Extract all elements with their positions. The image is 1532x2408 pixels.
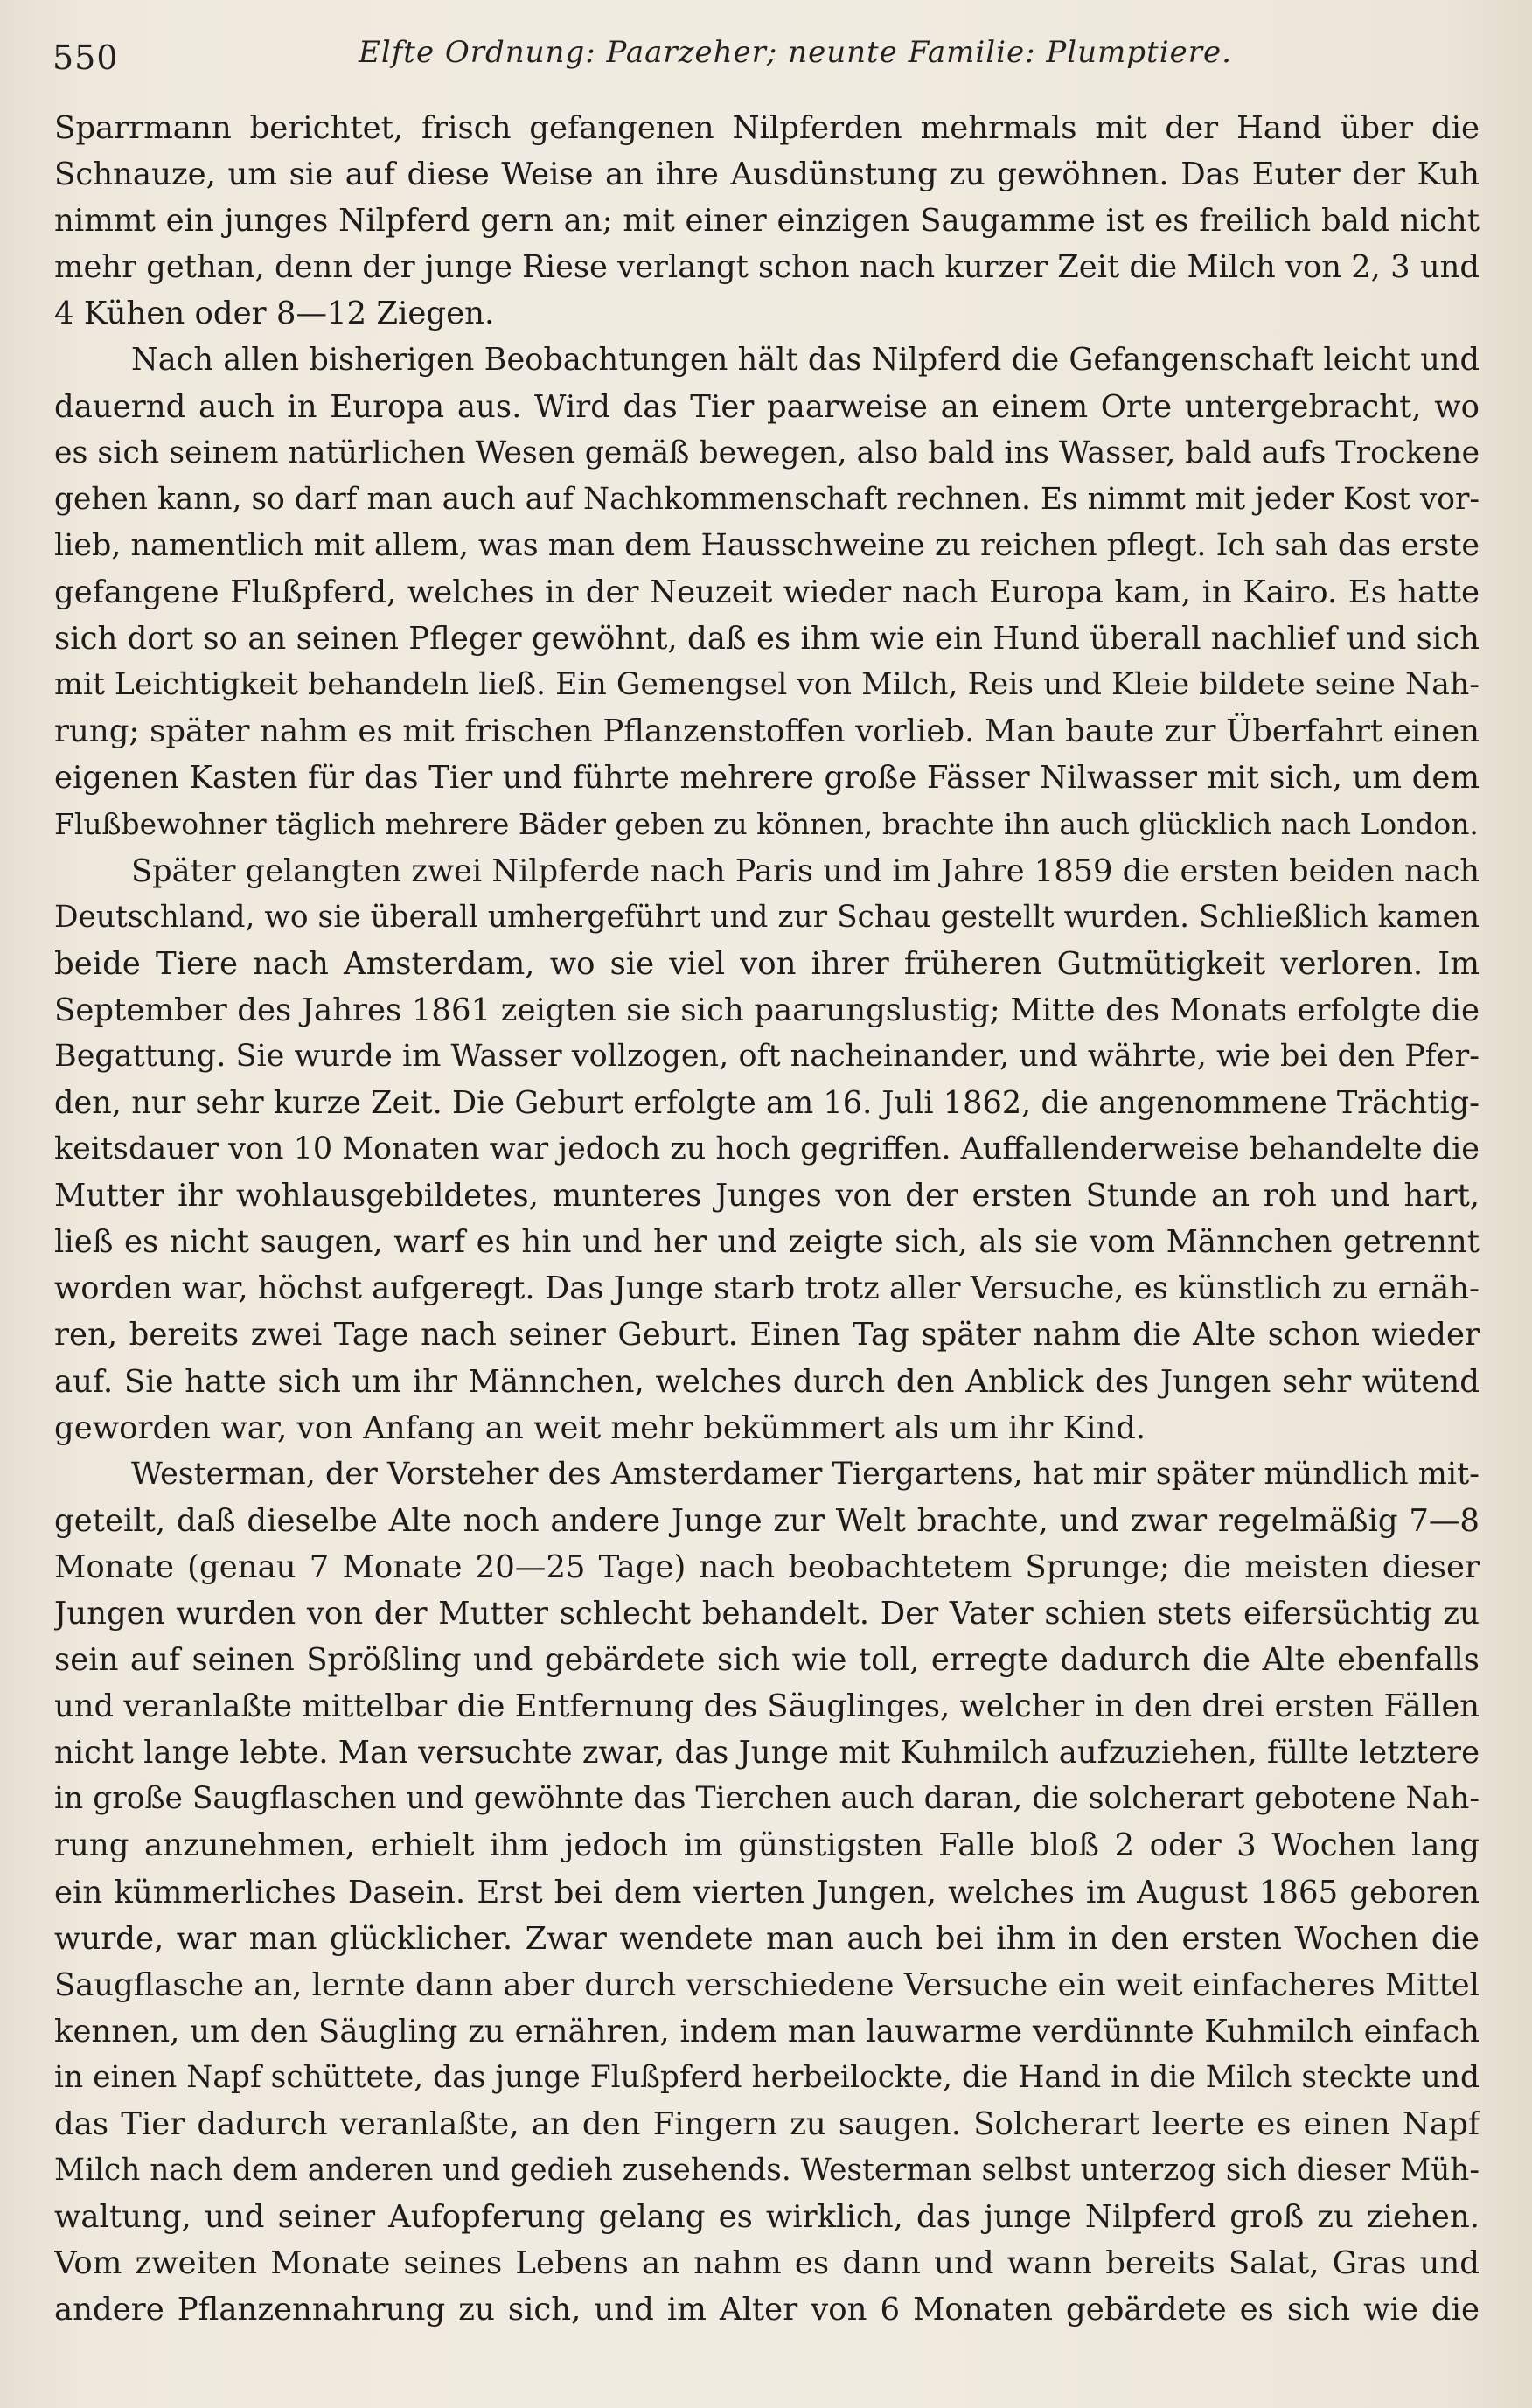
text-line: Deutschland, wo sie überall umhergeführt und zur Schau gestellt wurden. Schließlich kamen — [54, 899, 1480, 935]
page-number: 550 — [52, 38, 119, 77]
text-line: Vom zweiten Monate seines Lebens an nahm es dann und wann bereits Salat, Gras und — [54, 2245, 1480, 2282]
text-line: ein kümmerliches Dasein. Erst bei dem vierten Jungen, welches im August 1865 geboren — [54, 1874, 1480, 1910]
text-line: wurde, war man glücklicher. Zwar wendete man auch bei ihm in den ersten Wochen die — [54, 1920, 1480, 1957]
text-line: rung; später nahm es mit frischen Pflanzenstoffen vorlieb. Man baute zur Überfahrt einen — [54, 713, 1480, 750]
text-line: Monate (genau 7 Monate 20—25 Tage) nach beobachtetem Sprunge; die meisten dieser — [54, 1548, 1480, 1585]
text-line: sich dort so an seinen Pfleger gewöhnt, daß es ihm wie ein Hund überall nachlief und sich — [54, 621, 1480, 658]
paragraph-3 — [54, 848, 1480, 1451]
text-line: Milch nach dem anderen und gedieh zusehends. Westerman selbst unterzog sich dieser Müh- — [54, 2153, 1480, 2189]
body-text — [54, 105, 1480, 2334]
text-line: eigenen Kasten für das Tier und führte mehrere große Fässer Nilwasser mit sich, um dem — [54, 760, 1480, 797]
text-line: in einen Napf schüttete, das junge Flußpferd herbeilockte, die Hand in die Milch steckte und — [54, 2059, 1480, 2095]
paragraph-2 — [54, 337, 1480, 847]
page-header — [52, 31, 1487, 93]
text-line: geteilt, daß dieselbe Alte noch andere Junge zur Welt brachte, und zwar regelmäßig 7—8 — [54, 1502, 1480, 1539]
text-line: nimmt ein junges Nilpferd gern an; mit einer einzigen Saugamme ist es freilich bald nicht — [54, 203, 1480, 240]
text-line: lieb, namentlich mit allem, was man dem Hausschweine zu reichen pflegt. Ich sah das erste — [54, 527, 1480, 563]
text-line: in große Saugflaschen und gewöhnte das Tierchen auch daran, die solcherart gebotene Nah- — [54, 1781, 1480, 1817]
text-line: gehen kann, so darf man auch auf Nachkommenschaft rechnen. Es nimmt mit jeder Kost vor- — [54, 481, 1480, 517]
text-line: beide Tiere nach Amsterdam, wo sie viel von ihrer früheren Gutmütigkeit verloren. Im — [54, 945, 1480, 982]
text-line: andere Pflanzennahrung zu sich, und im Alter von 6 Monaten gebärdete es sich wie die — [54, 2292, 1480, 2328]
text-line: kennen, um den Säugling zu ernähren, indem man lauwarme verdünnte Kuhmilch einfach — [54, 2013, 1480, 2050]
text-line: keitsdauer von 10 Monaten war jedoch zu hoch gegriffen. Auffallenderweise behandelte die — [54, 1131, 1480, 1167]
running-head: Elfte Ordnung: Paarzeher; neunte Familie: Plumptiere. — [359, 35, 1232, 70]
text-line: Begattung. Sie wurde im Wasser vollzogen, oft nacheinander, und währte, wie bei den Pfer- — [54, 1038, 1480, 1074]
text-line: dauernd auch in Europa aus. Wird das Tier paarweise an einem Orte untergebracht, wo — [54, 388, 1480, 425]
text-line: und veranlaßte mittelbar die Entfernung des Säuglinges, welcher in den drei ersten Fällen — [54, 1688, 1480, 1725]
text-line: Jungen wurden von der Mutter schlecht behandelt. Der Vater schien stets eifersüchtig zu — [54, 1596, 1480, 1632]
text-line: geworden war, von Anfang an weit mehr bekümmert als um ihr Kind. — [54, 1409, 1146, 1446]
text-line: Westerman, der Vorsteher des Amsterdamer Tiergartens, hat mir später mündlich mit- — [131, 1456, 1480, 1492]
text-line: sein auf seinen Sprößling und gebärdete sich wie toll, erregte dadurch die Alte ebenfalls — [54, 1642, 1480, 1679]
text-line: ließ es nicht saugen, warf es hin und her und zeigte sich, als sie vom Männchen getrennt — [54, 1224, 1480, 1261]
text-line: Saugflasche an, lernte dann aber durch verschiedene Versuche ein weit einfacheres Mittel — [54, 1966, 1480, 2003]
text-line: rung anzunehmen, erhielt ihm jedoch im günstigsten Falle bloß 2 oder 3 Wochen lang — [54, 1827, 1480, 1864]
text-line: auf. Sie hatte sich um ihr Männchen, welches durch den Anblick des Jungen sehr wütend — [54, 1363, 1480, 1400]
text-line: September des Jahres 1861 zeigten sie sich paarungslustig; Mitte des Monats erfolgte die — [54, 992, 1480, 1028]
text-line: den, nur sehr kurze Zeit. Die Geburt erfolgte am 16. Juli 1862, die angenommene Trächtig- — [54, 1084, 1480, 1121]
text-line: Schnauze, um sie auf diese Weise an ihre Ausdünstung zu gewöhnen. Das Euter der Kuh — [54, 157, 1480, 193]
text-line: mehr gethan, denn der junge Riese verlangt schon nach kurzer Zeit die Milch von 2, 3 und — [54, 249, 1480, 286]
text-line: es sich seinem natürlichen Wesen gemäß bewegen, also bald ins Wasser, bald aufs Trockene — [54, 435, 1480, 470]
paragraph-1 — [54, 105, 1480, 337]
text-line: mit Leichtigkeit behandeln ließ. Ein Gemengsel von Milch, Reis und Kleie bildete seine Nah- — [54, 667, 1480, 703]
text-line: waltung, und seiner Aufopferung gelang es wirklich, das junge Nilpferd groß zu ziehen. — [54, 2199, 1480, 2236]
text-line: 4 Kühen oder 8—12 Ziegen. — [54, 296, 495, 332]
text-line: worden war, höchst aufgeregt. Das Junge starb trotz aller Versuche, es künstlich zu ernäh- — [54, 1270, 1480, 1307]
text-line: Später gelangten zwei Nilpferde nach Paris und im Jahre 1859 die ersten beiden nach — [131, 853, 1480, 889]
text-line: Nach allen bisherigen Beobachtungen hält das Nilpferd die Gefangenschaft leicht und — [131, 342, 1480, 379]
text-line: nicht lange lebte. Man versuchte zwar, das Junge mit Kuhmilch aufzuziehen, füllte letztere — [54, 1735, 1480, 1771]
text-line: das Tier dadurch veranlaßte, an den Fingern zu saugen. Solcherart leerte es einen Napf — [54, 2106, 1480, 2143]
text-line: gefangene Flußpferd, welches in der Neuzeit wieder nach Europa kam, in Kairo. Es hatte — [54, 574, 1480, 610]
text-line: Mutter ihr wohlausgebildetes, munteres Junges von der ersten Stunde an roh und hart, — [54, 1178, 1480, 1214]
paragraph-4 — [54, 1451, 1480, 2334]
text-line: ren, bereits zwei Tage nach seiner Geburt. Einen Tag später nahm die Alte schon wieder — [54, 1317, 1480, 1354]
text-line: Flußbewohner täglich mehrere Bäder geben zu können, brachte ihn auch glücklich nach London. — [54, 807, 1479, 842]
text-line: Sparrmann berichtet, frisch gefangenen Nilpferden mehrmals mit der Hand über die — [54, 110, 1480, 146]
